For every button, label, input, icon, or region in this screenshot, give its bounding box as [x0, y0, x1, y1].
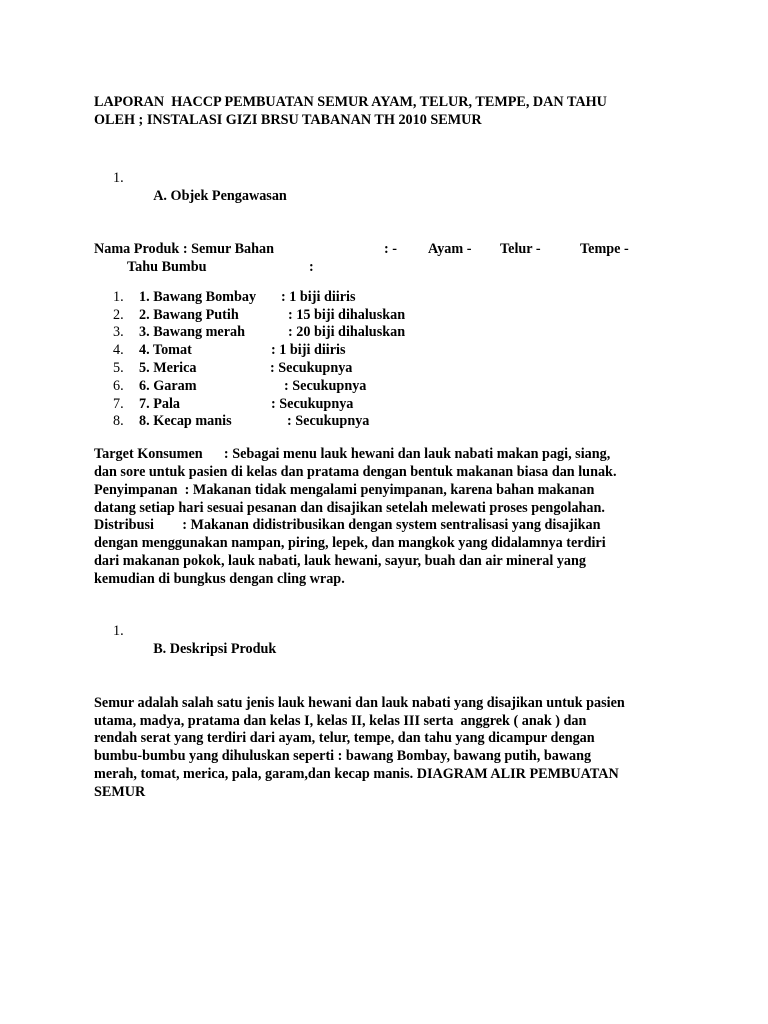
ingredient-number: 4. — [113, 342, 124, 359]
product-colon: : - — [384, 240, 397, 257]
ingredient-amount: : Secukupnya — [271, 395, 354, 412]
ingredient-name: 4. Tomat — [139, 342, 192, 359]
ingredient-name: 5. Merica — [139, 359, 197, 376]
ingredient-amount: : Secukupnya — [287, 413, 370, 430]
ingredient-item — [94, 378, 684, 396]
details-line: Penyimpanan : Makanan tidak mengalami penyimpanan, karena bahan makanan — [94, 481, 595, 498]
ingredient-number: 8. — [113, 413, 124, 430]
ingredient-item — [94, 360, 684, 378]
product-tahu-colon: : — [309, 258, 314, 275]
ingredient-name: 8. Kecap manis — [139, 413, 232, 430]
ingredient-number: 2. — [113, 306, 124, 323]
product-telur: Telur - — [500, 240, 541, 257]
ingredient-amount: : Secukupnya — [284, 377, 367, 394]
ingredient-amount: : 1 biji diiris — [281, 288, 356, 305]
product-tempe: Tempe - — [580, 240, 629, 257]
description-line: merah, tomat, merica, pala, garam,dan kecap manis. DIAGRAM ALIR PEMBUATAN — [94, 765, 619, 782]
ingredient-item — [94, 324, 684, 342]
description-line: utama, madya, pratama dan kelas I, kelas II, kelas III serta anggrek ( anak ) dan — [94, 712, 587, 729]
ingredient-item — [94, 342, 684, 360]
ingredient-number: 5. — [113, 359, 124, 376]
ingredient-name: 1. Bawang Bombay — [139, 288, 257, 305]
section-a-number: 1. — [113, 170, 124, 187]
description-line: Semur adalah salah satu jenis lauk hewani dan lauk nabati yang disajikan untuk pasien — [94, 694, 625, 711]
details-line: Distribusi : Makanan didistribusikan dengan system sentralisasi yang disajikan — [94, 517, 601, 534]
ingredient-item — [94, 396, 684, 414]
document-page — [94, 94, 684, 802]
section-a-heading — [94, 153, 684, 224]
section-b-title: B. Deskripsi Produk — [153, 641, 277, 658]
ingredient-name: 6. Garam — [139, 377, 197, 394]
title-line-2: OLEH ; INSTALASI GIZI BRSU TABANAN TH 2010 SEMUR — [94, 111, 482, 128]
ingredient-number: 3. — [113, 324, 124, 341]
ingredient-item — [94, 413, 684, 431]
details-line: datang setiap hari sesuai pesanan dan disajikan setelah melewati proses pengolahan. — [94, 499, 605, 516]
product-ayam: Ayam - — [428, 240, 472, 257]
ingredient-item — [94, 307, 684, 325]
description-line: bumbu-bumbu yang dihuluskan seperti : bawang Bombay, bawang putih, bawang — [94, 748, 592, 765]
product-description — [94, 695, 684, 802]
ingredient-item — [94, 289, 684, 307]
ingredient-amount: : 1 biji diiris — [271, 342, 346, 359]
ingredient-amount: : 20 biji dihaluskan — [288, 324, 406, 341]
ingredient-name: 7. Pala — [139, 395, 180, 412]
details-line: Target Konsumen : Sebagai menu lauk hewani dan lauk nabati makan pagi, siang, — [94, 446, 611, 463]
section-b-heading — [94, 606, 684, 677]
ingredient-number: 1. — [113, 288, 124, 305]
description-line: rendah serat yang terdiri dari ayam, telur, tempe, dan tahu yang dicampur dengan — [94, 730, 595, 747]
section-a-title: A. Objek Pengawasan — [153, 188, 287, 205]
ingredient-number: 7. — [113, 395, 124, 412]
product-tahu-bumbu: Tahu Bumbu — [127, 258, 207, 275]
product-details — [94, 446, 684, 588]
details-line: dari makanan pokok, lauk nabati, lauk hewani, sayur, buah dan air mineral yang — [94, 552, 586, 569]
title-line-1: LAPORAN HACCP PEMBUATAN SEMUR AYAM, TELUR, TEMPE, DAN TAHU — [94, 94, 607, 110]
details-line: dan sore untuk pasien di kelas dan pratama dengan bentuk makanan biasa dan lunak. — [94, 463, 617, 480]
ingredient-name: 2. Bawang Putih — [139, 306, 239, 323]
ingredient-amount: : Secukupnya — [270, 359, 353, 376]
ingredient-amount: : 15 biji dihaluskan — [288, 306, 406, 323]
section-b-number: 1. — [113, 623, 124, 640]
description-line: SEMUR — [94, 783, 146, 800]
ingredient-list — [94, 289, 684, 431]
document-title — [94, 94, 684, 130]
product-label: Nama Produk : Semur Bahan — [94, 240, 275, 257]
product-info — [94, 241, 684, 277]
details-line: kemudian di bungkus dengan cling wrap. — [94, 570, 345, 587]
details-line: dengan menggunakan nampan, piring, lepek, dan mangkok yang didalamnya terdiri — [94, 535, 606, 552]
ingredient-name: 3. Bawang merah — [139, 324, 246, 341]
ingredient-number: 6. — [113, 377, 124, 394]
